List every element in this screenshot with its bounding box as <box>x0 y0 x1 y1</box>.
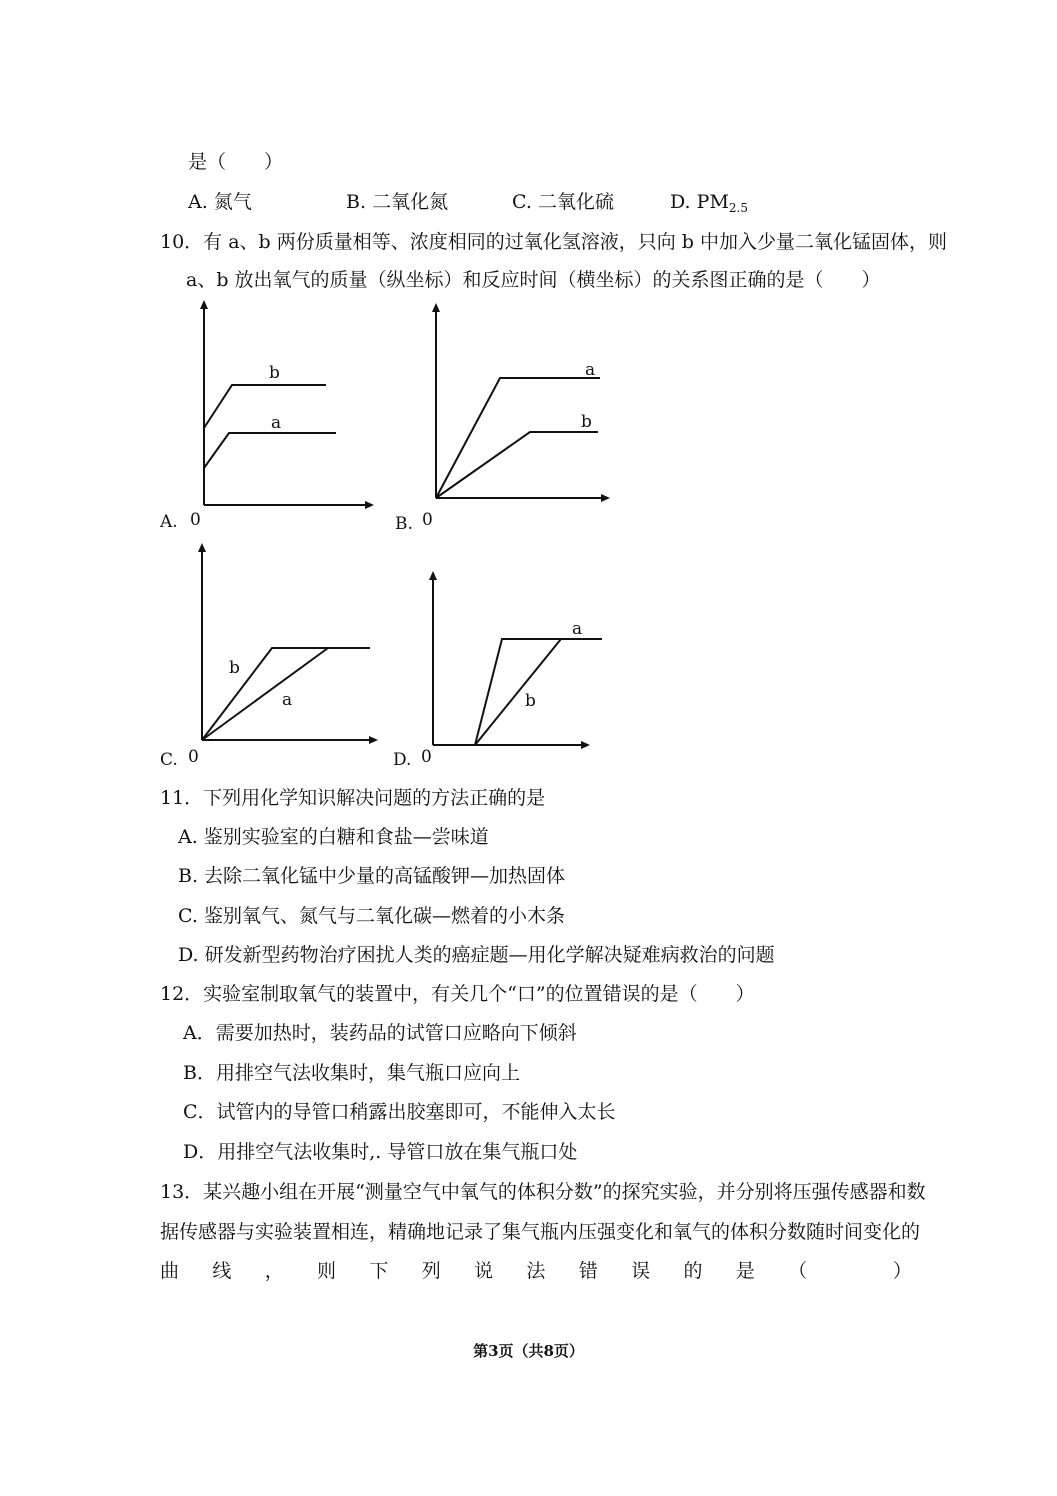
q12-stem: 12．实验室制取氧气的装置中，有关几个“口”的位置错误的是（ ） <box>160 983 755 1005</box>
q11-option-d: D. 研发新型药物治疗困扰人类的癌症题—用化学解决疑难病救治的问题 <box>178 944 775 966</box>
q12-option-b: B．用排空气法收集时，集气瓶口应向上 <box>183 1062 520 1084</box>
q13-char: 法 <box>526 1260 546 1282</box>
graph-b-curve-a <box>436 378 600 498</box>
graph-c-curve-a <box>202 648 328 740</box>
graph-a-curve-b <box>204 385 326 428</box>
graph-a-label-b: b <box>269 363 280 383</box>
graph-d-label-b: b <box>525 691 536 711</box>
q9-option-b <box>346 190 448 214</box>
graph-c-label-b: b <box>229 658 240 678</box>
graph-b-label-a: a <box>585 360 596 380</box>
q12-option-c: C．试管内的导管口稍露出胶塞即可，不能伸入太长 <box>183 1101 616 1123</box>
graph-b-letter: B. <box>395 514 413 534</box>
q12-option-d: D．用排空气法收集时,. 导管口放在集气瓶口处 <box>183 1141 578 1163</box>
q13-line-2: 据传感器与实验装置相连，精确地记录了集气瓶内压强变化和氧气的体积分数随时间变化的 <box>160 1221 921 1243</box>
q13-char: 的 <box>683 1260 703 1282</box>
q9-option-d-letter: D. <box>670 191 691 213</box>
q13-char: 列 <box>421 1260 441 1282</box>
q11-option-a: A. 鉴别实验室的白糖和食盐—尝味道 <box>178 826 489 848</box>
graph-d-letter: D. <box>393 750 412 770</box>
q11-option-c: C. 鉴别氧气、氮气与二氧化碳—燃着的小木条 <box>178 905 565 927</box>
q9-option-b-letter: B. <box>346 191 367 213</box>
q11-stem: 11．下列用化学知识解决问题的方法正确的是 <box>160 787 546 809</box>
q13-char: 误 <box>631 1260 651 1282</box>
q13-char: 是 <box>735 1260 755 1282</box>
q13-char: 线 <box>212 1260 232 1282</box>
q9-option-b-text: 二氧化氮 <box>372 191 449 213</box>
q13-char: 则 <box>317 1260 337 1282</box>
graph-a-letter: A. <box>160 512 178 532</box>
q9-option-a <box>188 190 252 214</box>
graph-d-label-a: a <box>572 619 583 639</box>
q13-char: （ <box>788 1260 808 1282</box>
graph-b-curve-b <box>436 432 598 498</box>
graph-b-origin: 0 <box>422 510 433 530</box>
q9-option-a-letter: A. <box>188 191 208 213</box>
graph-d-origin: 0 <box>421 747 432 767</box>
q13-char: ） <box>892 1260 912 1282</box>
q9-option-a-text: 氮气 <box>213 191 252 213</box>
graph-a-curve-a <box>204 433 336 468</box>
q9-option-c-text: 二氧化硫 <box>537 191 614 213</box>
graph-b-label-b: b <box>581 412 592 432</box>
q13-char: 错 <box>578 1260 598 1282</box>
q9-option-d-subscript: 2.5 <box>728 201 748 215</box>
graph-a-label-a: a <box>271 413 282 433</box>
q13-line-1: 13．某兴趣小组在开展“测量空气中氧气的体积分数”的探究实验，并分别将压强传感器和数 <box>160 1181 926 1203</box>
q13-char: 下 <box>369 1260 389 1282</box>
q9-stem-end: 是（ ） <box>188 151 284 173</box>
graph-d-curve-b <box>475 639 561 745</box>
graph-a-origin: 0 <box>190 510 201 530</box>
q9-option-c <box>512 190 614 214</box>
q13-char: 说 <box>474 1260 494 1282</box>
q9-option-d-text: PM <box>696 191 729 213</box>
q9-option-c-letter: C. <box>512 191 532 213</box>
q13-char: ， <box>264 1260 284 1282</box>
q10-line-1: 10．有 a、b 两份质量相等、浓度相同的过氧化氢溶液，只向 b 中加入少量二氧化锰固体，则 <box>160 231 947 253</box>
q13-line-3 <box>160 1259 912 1283</box>
graph-c-origin: 0 <box>188 747 199 767</box>
q11-option-b: B. 去除二氧化锰中少量的高锰酸钾—加热固体 <box>178 865 566 887</box>
graph-d-curve-a <box>433 639 602 745</box>
q12-option-a: A．需要加热时，装药品的试管口应略向下倾斜 <box>183 1022 577 1044</box>
q13-char <box>840 1259 859 1283</box>
q9-option-d <box>670 190 748 220</box>
q13-char: 曲 <box>160 1260 180 1282</box>
page-footer: 第3页（共8页） <box>473 1342 584 1360</box>
graph-c-label-a: a <box>282 690 293 710</box>
q10-line-2: a、b 放出氧气的质量（纵坐标）和反应时间（横坐标）的关系图正确的是（ ） <box>186 269 881 291</box>
graph-c-letter: C. <box>160 750 178 770</box>
